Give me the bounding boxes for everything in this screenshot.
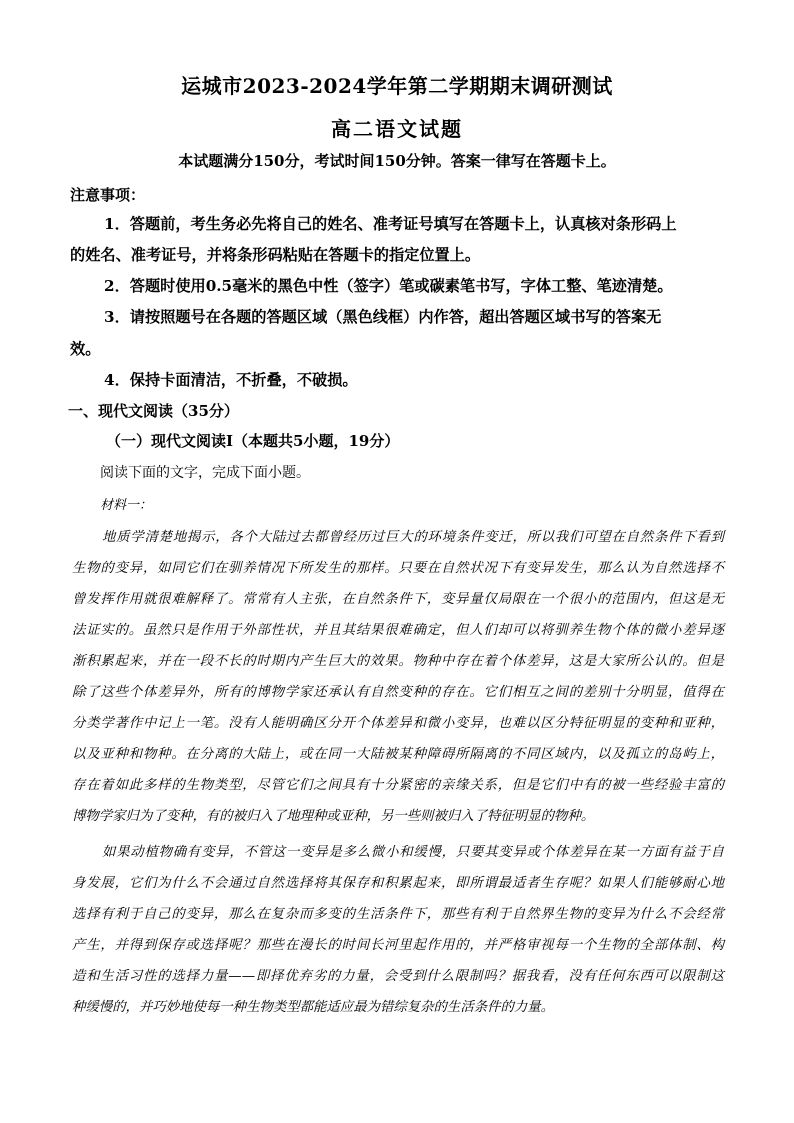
notice-line: 1．答题前，考生务必先将自己的姓名、准考证号填写在答题卡上，认真核对条形码上 <box>104 215 677 233</box>
paragraph-line: 分类学著作中记上一笔。没有人能明确区分开个体差异和微小变异，也难以区分特征明显的变种和亚种， <box>72 716 724 731</box>
paragraph-line: 曾发挥作用就很难解释了。常常有人主张，在自然条件下，变异量仅局限在一个很小的范围内，但这是无 <box>72 592 724 607</box>
paragraph-line: 产生，并得到保存或选择呢？那些在漫长的时间长河里起作用的，并严格审视每一个生物的全部体制、构 <box>72 938 724 953</box>
notice-line: 的姓名、准考证号，并将条形码粘贴在答题卡的指定位置上。 <box>70 246 481 264</box>
paragraph-line: 选择有利于自己的变异，那么在复杂而多变的生活条件下，那些有利于自然界生物的变异为什么不会经常 <box>72 907 724 922</box>
notice-line: 2．答题时使用0.5毫米的黑色中性（签字）笔或碳素笔书写，字体工整、笔迹清楚。 <box>104 277 673 295</box>
notice-line: 4．保持卡面清洁，不折叠，不破损。 <box>104 371 358 389</box>
exam-info: 本试题满分150分，考试时间150分钟。答案一律写在答题卡上。 <box>178 152 616 170</box>
reading-instruction: 阅读下面的文字，完成下面小题。 <box>100 465 310 481</box>
paragraph-line: 身发展，它们为什么不会通过自然选择将其保存和积累起来，即所谓最适者生存呢？如果人们能够耐心地 <box>72 876 724 891</box>
exam-subtitle: 高二语文试题 <box>331 117 463 141</box>
notice-heading: 注意事项： <box>70 186 146 204</box>
exam-title: 运城市2023-2024学年第二学期期末调研测试 <box>181 74 613 98</box>
paragraph-line: 博物学家归为了变种，有的被归入了地理种或亚种，另一些则被归入了特征明显的物种。 <box>72 809 595 824</box>
paragraph-line: 渐积累起来，并在一段不长的时期内产生巨大的效果。物种中存在着个体差异，这是大家所公认的。但是 <box>72 654 724 669</box>
notice-line: 效。 <box>70 340 101 358</box>
paragraph-line: 如果动植物确有变异，不管这一变异是多么微小和缓慢，只要其变异或个体差异在某一方面有益于自 <box>102 845 724 860</box>
paragraph-line: 种缓慢的，并巧妙地使每一种生物类型都能适应最为错综复杂的生活条件的力量。 <box>72 1000 555 1015</box>
paragraph-line: 除了这些个体差异外，所有的博物学家还承认有自然变种的存在。它们相互之间的差别十分明显，值得在 <box>72 685 724 700</box>
paragraph-line: 法证实的。虽然只是作用于外部性状，并且其结果很难确定，但人们却可以将驯养生物个体的微小差异逐 <box>72 623 724 638</box>
paragraph-line: 造和生活习性的选择力量——即择优弃劣的力量，会受到什么限制吗？据我看，没有任何东西可以限制这 <box>72 969 724 984</box>
material-label: 材料一： <box>100 498 153 513</box>
section-title: 一、现代文阅读（35分） <box>68 402 239 420</box>
paragraph-line: 存在着如此多样的生物类型，尽管它们之间具有十分紧密的亲缘关系，但是它们中有的被一些经验丰富的 <box>72 778 724 793</box>
paragraph-line: 以及亚种和物种。在分离的大陆上，或在同一大陆被某种障碍所隔离的不同区域内，以及孤立的岛屿上， <box>72 747 724 762</box>
notice-line: 3．请按照题号在各题的答题区域（黑色线框）内作答，超出答题区域书写的答案无 <box>104 308 662 326</box>
subsection-title: （一）现代文阅读Ⅰ（本题共5小题，19分） <box>106 432 400 450</box>
paragraph-line: 生物的变异，如同它们在驯养情况下所发生的那样。只要在自然状况下有变异发生，那么认为自然选择不 <box>72 561 724 576</box>
paragraph-line: 地质学清楚地揭示，各个大陆过去都曾经历过巨大的环境条件变迁，所以我们可望在自然条件下看到 <box>102 530 724 545</box>
